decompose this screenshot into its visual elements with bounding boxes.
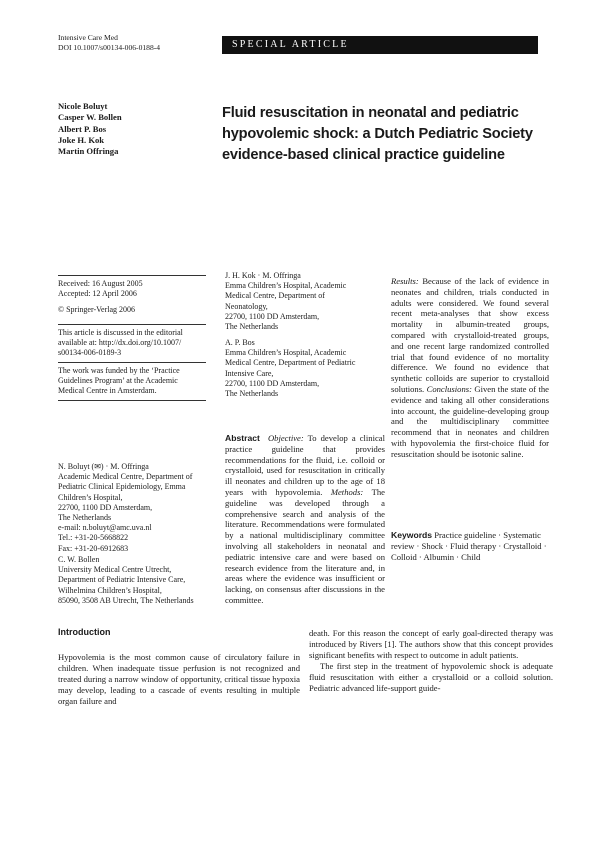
affiliation-line: Pediatric Clinical Epidemiology, Emma [58, 482, 186, 492]
affiliation-line: The Netherlands [225, 322, 279, 332]
affiliation-kok [225, 271, 385, 332]
email-link[interactable]: e-mail: n.boluyt@amc.uva.nl [58, 523, 152, 533]
received-date: Received: 16 August 2005 [58, 279, 143, 288]
conclusions-text: Given the state of the evidence and taking all other considerations into account, the guideline-developing group and the multidisciplinary committee recommend that in neonates and children with hypovolemia the first-choice fluid for resuscitation should be isotonic saline. [391, 383, 549, 459]
author: Albert P. Bos [58, 123, 107, 134]
author: Nicole Boluyt [58, 101, 108, 111]
affiliation-line: The Netherlands [225, 389, 279, 399]
divider [58, 324, 206, 325]
affiliation-bollen [58, 555, 218, 606]
affiliation-boluyt [58, 462, 206, 554]
author: Martin Offringa [58, 146, 119, 157]
abstract-label: Abstract [225, 433, 260, 443]
section-banner [222, 36, 538, 54]
affiliation-line: Wilhelmina Children’s Hospital, [58, 585, 162, 595]
divider [58, 400, 206, 401]
accepted-date: Accepted: 12 April 2006 [58, 289, 137, 299]
note-line: Guidelines Program’ at the Academic [58, 376, 178, 386]
results-label: Results: [391, 276, 419, 286]
abstract-part-1 [225, 433, 385, 605]
article-title: Fluid resuscitation in neonatal and pediatric hypovolemic shock: a Dutch Pediatric Society evidence-based clinical practice guideline [222, 105, 533, 163]
affiliation-line: Intensive Care, [225, 368, 274, 378]
affiliation-line: J. H. Kok · M. Offringa [225, 271, 301, 280]
author: Joke H. Kok [58, 134, 105, 145]
keywords-label: Keywords [391, 530, 433, 540]
journal-name: Intensive Care Med [58, 33, 118, 42]
doi: DOI 10.1007/s00134-006-0188-4 [58, 42, 161, 52]
keywords [391, 530, 549, 563]
note-line[interactable]: available at: http://dx.doi.org/10.1007/ [58, 338, 182, 348]
keywords-text: Practice guideline · Systematic review · Shock · Fluid therapy · Crystalloid · Colloid · Albumin · Child [391, 530, 547, 562]
affiliation-line: Department of Pediatric Intensive Care, [58, 575, 186, 585]
article-history [58, 279, 206, 316]
intro-paragraph: The first step in the treatment of hypovolemic shock is adequate fluid resuscitation with either a crystalloid or a colloid solution. Pediatric advanced life-support guide- [309, 660, 553, 693]
affiliation-line: Emma Children’s Hospital, Academic [225, 281, 347, 291]
affiliation-line: C. W. Bollen [58, 555, 100, 564]
affiliation-line: Academic Medical Centre, Department of [58, 472, 193, 482]
affiliation-bos [225, 338, 385, 399]
note-line: Medical Centre in Amsterdam. [58, 386, 157, 396]
conclusions-label: Conclusions: [426, 383, 472, 394]
fax: Fax: +31-20-6912683 [58, 543, 129, 553]
objective-label: Objective: [267, 433, 304, 443]
author-list [58, 101, 122, 157]
journal-header [58, 33, 160, 52]
affiliation-line: 22700, 1100 DD Amsterdam, [58, 502, 153, 512]
affiliation-line: 85090, 3508 AB Utrecht, The Netherlands [58, 595, 194, 605]
divider [58, 362, 206, 363]
note-line[interactable]: s00134-006-0189-3 [58, 348, 122, 358]
results-text: Because of the lack of evidence in neonates and children, trials conducted in adults were considered. We found several recent meta-analyses that show excess mortality in albumin-treated groups, compared with crystalloid-treated groups, and one recent large randomized controlled trial that found evidence of no mortality difference. We found no evidence that synthetic colloids are superior to crystalloid solutions. [391, 276, 549, 394]
objective-text: To develop a clinical practice guideline that provides recommendations for the fluid, i.e. colloid or crystalloid, used for resuscitation in critically ill neonates and children up to the age of 18 years with hypovolemia. [225, 433, 385, 497]
editorial-note [58, 328, 206, 359]
phone: Tel.: +31-20-5668822 [58, 533, 129, 543]
methods-text: The guideline was developed through a comprehensive search and analysis of the literature. Recommendations were formulated by a national multidisciplinary committee involving all stakeholders in neonatal and pediatric intensive care and were based on research evidence from the literature and, in areas where the evidence was insufficient or lacking, on consensus after discussions in the committee. [225, 486, 385, 605]
affiliation-line: N. Boluyt (✉) · M. Offringa [58, 462, 149, 471]
funding-note [58, 366, 206, 397]
affiliation-line: The Netherlands [58, 513, 112, 523]
affiliation-line: Emma Children’s Hospital, Academic [225, 348, 347, 358]
affiliation-line: 22700, 1100 DD Amsterdam, [225, 311, 320, 321]
affiliation-line: A. P. Bos [225, 338, 255, 347]
introduction-left-column [58, 652, 300, 707]
intro-paragraph: Hypovolemia is the most common cause of circulatory failure in children. When inadequate tissue perfusion is not recognized and treated during a narrow window of opportunity, critical tissue hypoxia may develop, leading to a cascade of events resulting in multiple organ failure and [58, 652, 300, 706]
copyright: © Springer-Verlag 2006 [58, 305, 136, 315]
intro-paragraph: death. For this reason the concept of early goal-directed therapy was introduced by Rivers [1]. The authors show that this concept provides significant benefits with respect to outcome in adult patients. [309, 628, 553, 660]
introduction-right-column [309, 628, 553, 693]
affiliation-line: Medical Centre, Department of Pediatric [225, 358, 356, 368]
abstract-part-2 [391, 276, 549, 519]
affiliation-line: 22700, 1100 DD Amsterdam, [225, 378, 320, 388]
affiliation-line: University Medical Centre Utrecht, [58, 565, 172, 575]
affiliation-line: Neonatology, [225, 301, 268, 311]
affiliation-line: Children’s Hospital, [58, 492, 123, 502]
section-heading: Introduction [58, 627, 111, 637]
methods-label: Methods: [330, 486, 364, 497]
affiliation-line: Medical Centre, Department of [225, 291, 325, 301]
author: Casper W. Bollen [58, 112, 122, 123]
section-label: SPECIAL ARTICLE [232, 39, 349, 50]
note-line: The work was funded by the ‘Practice [58, 366, 180, 375]
divider [58, 275, 206, 276]
note-line: This article is discussed in the editorial [58, 328, 183, 337]
